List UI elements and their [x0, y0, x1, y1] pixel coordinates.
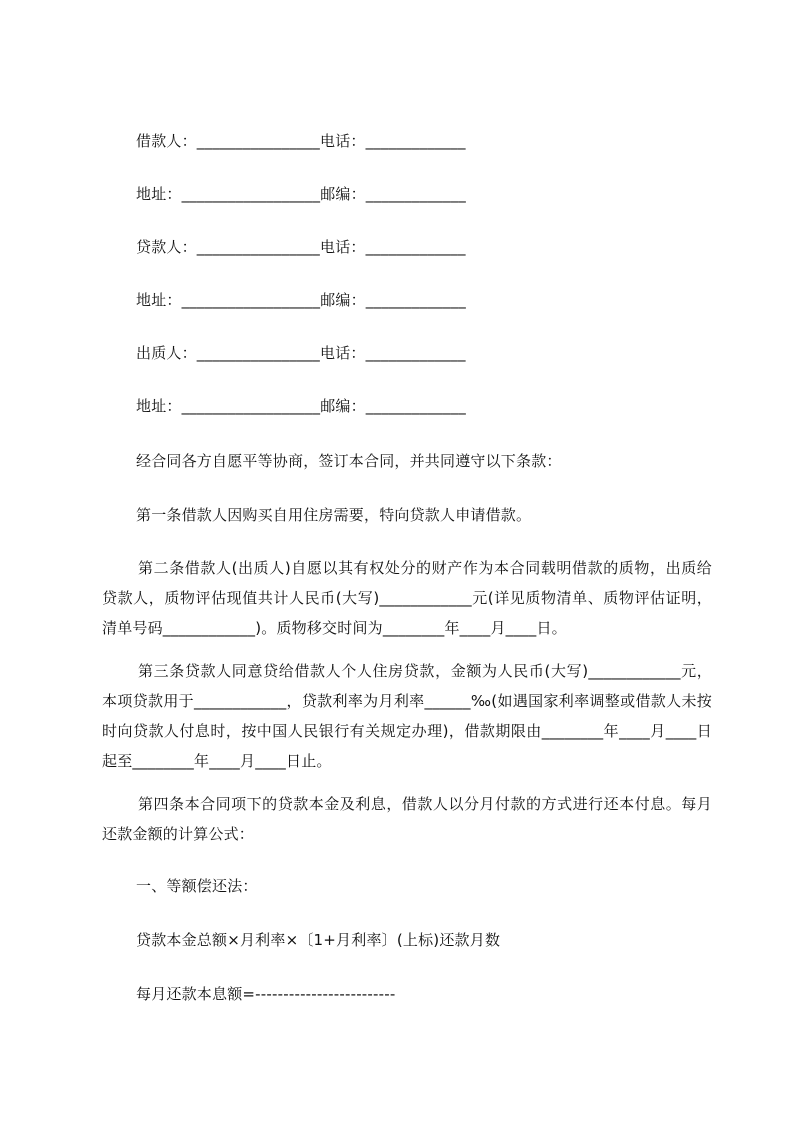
formula-numerator: 贷款本金总额×月利率×〔1+月利率〕(上标)还款月数 — [136, 931, 501, 949]
article-2: 第二条借款人(出质人)自愿以其有权处分的财产作为本合同载明借款的质物，出质给贷款人，质物评估现值共计人民币(大写)____________元(详见质物清单、质物评估证明，清单号码____________)。质物移交时间为________年____月____日。 — [102, 559, 712, 637]
method-1-heading: 一、等额偿还法： — [136, 877, 258, 895]
intro-paragraph: 经合同各方自愿平等协商，签订本合同，并共同遵守以下条款： — [136, 452, 562, 470]
article-1: 第一条借款人因购买自用住房需要，特向贷款人申请借款。 — [136, 506, 532, 524]
formula-line: 每月还款本息额=------------------------- — [136, 985, 396, 1003]
borrower-line: 借款人：________________电话：_____________ — [136, 132, 466, 150]
article-3: 第三条贷款人同意贷给借款人个人住房贷款，金额为人民币(大写)____________元，本项贷款用于____________，贷款利率为月利率______‰(如遇国家利率调整或借款人未按时向贷款人付息时，按中国人民银行有关规定办理)，借款期限由________年____月____日起至________年____月____日止。 — [102, 662, 712, 770]
borrower-address-line: 地址：__________________邮编：_____________ — [136, 185, 466, 203]
article-4: 第四条本合同项下的贷款本金及利息，借款人以分月付款的方式进行还本付息。每月还款金额的计算公式： — [102, 795, 712, 843]
pledgor-line: 出质人：________________电话：_____________ — [136, 344, 466, 362]
lender-address-line: 地址：__________________邮编：_____________ — [136, 291, 466, 309]
pledgor-address-line: 地址：__________________邮编：_____________ — [136, 397, 466, 415]
lender-line: 贷款人：________________电话：_____________ — [136, 238, 466, 256]
